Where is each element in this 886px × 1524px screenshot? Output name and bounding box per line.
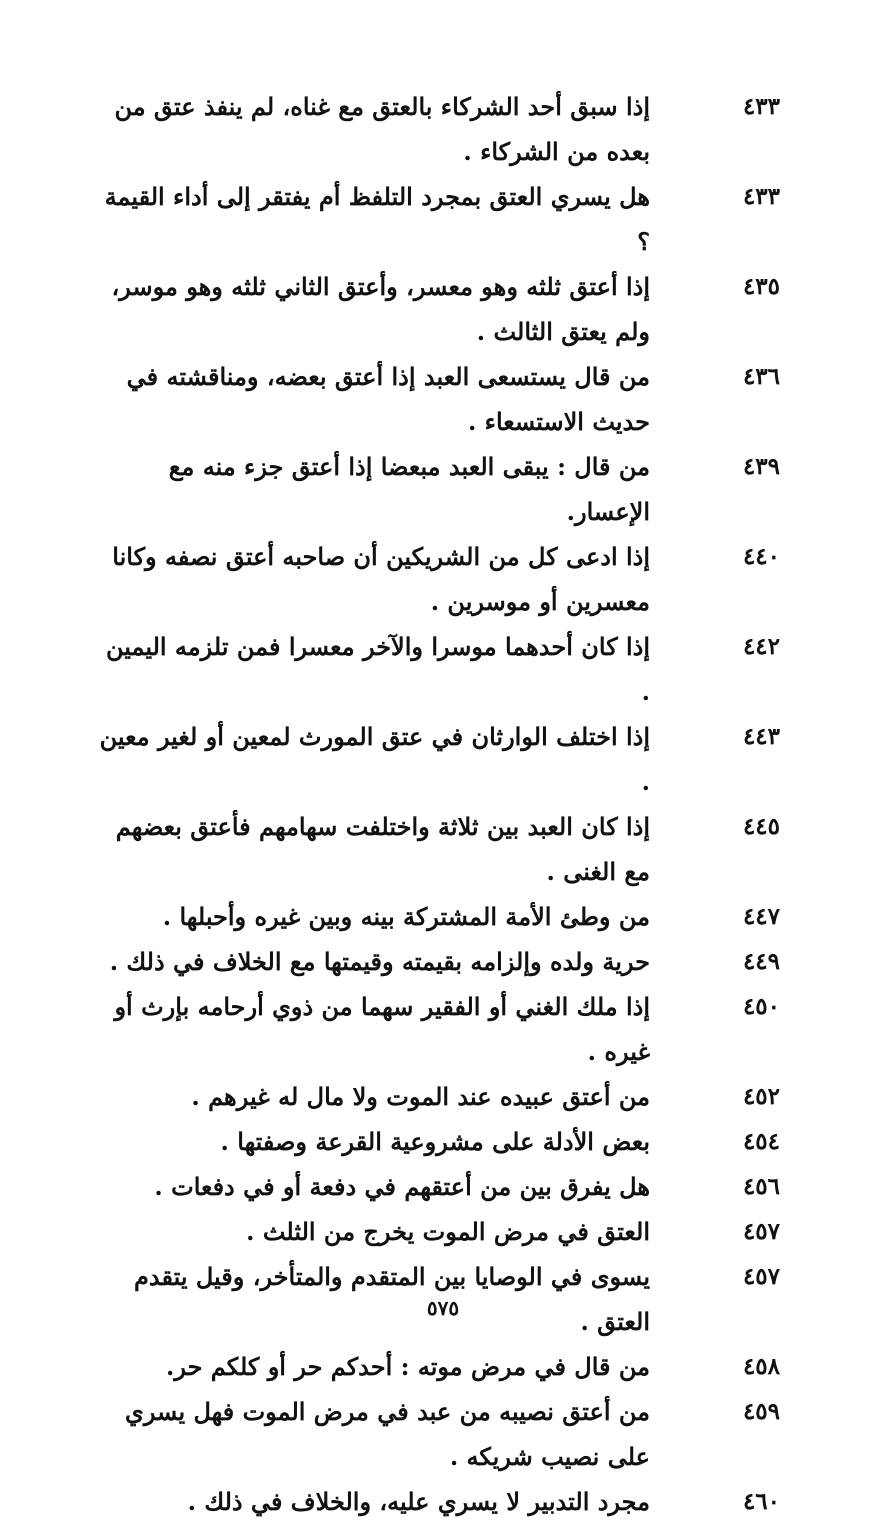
entry-title: إذا كان أحدهما موسرا والآخر معسرا فمن تلزمه اليمين . xyxy=(105,632,650,706)
entry-page-number: ٤٤٣ xyxy=(742,723,780,750)
entry-title: إذا ادعى كل من الشريكين أن صاحبه أعتق نصفه وكانا معسرين أو موسرين . xyxy=(112,542,650,616)
index-entry xyxy=(90,984,780,1074)
index-entry xyxy=(90,1164,780,1209)
entry-title: من وطئ الأمة المشتركة بينه وبين غيره وأحبلها . xyxy=(162,902,650,931)
entry-title: بعض الأدلة على مشروعية القرعة وصفتها . xyxy=(220,1127,650,1156)
index-entry xyxy=(90,804,780,894)
index-entry xyxy=(90,624,780,714)
entry-title: من قال يستسعى العبد إذا أعتق بعضه، ومناقشته في حديث الاستسعاء . xyxy=(126,362,650,436)
entry-page-number: ٤٥٢ xyxy=(742,1083,780,1110)
entry-title: من قال : يبقى العبد مبعضا إذا أعتق جزء منه مع الإعسار. xyxy=(168,452,650,526)
entry-page-number: ٤٦٠ xyxy=(742,1488,780,1515)
index-entry xyxy=(90,174,780,264)
entry-page-number: ٤٥٦ xyxy=(742,1173,780,1200)
entry-title: العتق في مرض الموت يخرج من الثلث . xyxy=(246,1217,650,1246)
entry-title: إذا كان العبد بين ثلاثة واختلفت سهامهم فأعتق بعضهم مع الغنى . xyxy=(115,812,650,886)
index-entry xyxy=(90,1209,780,1254)
entry-title: حرية ولده وإلزامه بقيمته وقيمتها مع الخلاف في ذلك . xyxy=(109,947,650,976)
entry-page-number: ٤٤٧ xyxy=(742,903,780,930)
index-entry xyxy=(90,714,780,804)
entry-page-number: ٤٣٣ xyxy=(742,183,780,210)
entry-page-number: ٤٥٨ xyxy=(742,1353,780,1380)
entry-page-number: ٤٥٧ xyxy=(742,1263,780,1290)
entry-page-number: ٤٥٩ xyxy=(742,1398,780,1425)
page-number: ٥٧٥ xyxy=(426,1296,460,1320)
entry-page-number: ٤٣٥ xyxy=(742,273,780,300)
index-entry xyxy=(90,444,780,534)
entry-page-number: ٤٣٦ xyxy=(742,363,780,390)
entry-page-number: ٤٤٥ xyxy=(742,813,780,840)
entry-page-number: ٤٣٩ xyxy=(742,453,780,480)
entry-title: مجرد التدبير لا يسري عليه، والخلاف في ذلك . xyxy=(187,1487,650,1516)
index-entry xyxy=(90,1119,780,1164)
entry-title: إذا أعتق ثلثه وهو معسر، وأعتق الثاني ثلثه وهو موسر، ولم يعتق الثالث . xyxy=(111,272,650,346)
index-entry xyxy=(90,84,780,174)
index-entry xyxy=(90,534,780,624)
entry-page-number: ٤٣٣ xyxy=(742,93,780,120)
index-entry xyxy=(90,264,780,354)
entry-title: إذا سبق أحد الشركاء بالعتق مع غناه، لم ينفذ عتق من بعده من الشركاء . xyxy=(114,92,650,166)
index-entry xyxy=(90,354,780,444)
index-entry xyxy=(90,894,780,939)
entry-page-number: ٤٤٩ xyxy=(742,948,780,975)
entry-page-number: ٤٤٢ xyxy=(742,633,780,660)
entry-page-number: ٤٤٠ xyxy=(742,543,780,570)
index-entry xyxy=(90,1389,780,1479)
index-entry xyxy=(90,1074,780,1119)
entry-title: من أعتق عبيده عند الموت ولا مال له غيرهم . xyxy=(191,1082,650,1111)
entry-title: هل يفرق بين من أعتقهم في دفعة أو في دفعات . xyxy=(154,1172,650,1201)
entry-title: من أعتق نصيبه من عبد في مرض الموت فهل يسري على نصيب شريكه . xyxy=(125,1397,650,1471)
entry-page-number: ٤٥٧ xyxy=(742,1218,780,1245)
index-entry xyxy=(90,1344,780,1389)
entry-title: من قال في مرض موته : أحدكم حر أو كلكم حر. xyxy=(165,1352,650,1381)
index-entry xyxy=(90,939,780,984)
entry-title: هل يسري العتق بمجرد التلفظ أم يفتقر إلى أداء القيمة ؟ xyxy=(104,182,650,256)
entry-title: إذا ملك الغني أو الفقير سهما من ذوي أرحامه بإرث أو غيره . xyxy=(114,992,650,1066)
entry-title: يسوى في الوصايا بين المتقدم والمتأخر، وقيل يتقدم العتق . xyxy=(133,1262,650,1336)
entry-page-number: ٤٥٤ xyxy=(742,1128,780,1155)
index-entry xyxy=(90,1479,780,1524)
entry-page-number: ٤٥٠ xyxy=(742,993,780,1020)
entry-title: إذا اختلف الوارثان في عتق المورث لمعين أو لغير معين . xyxy=(99,722,650,796)
